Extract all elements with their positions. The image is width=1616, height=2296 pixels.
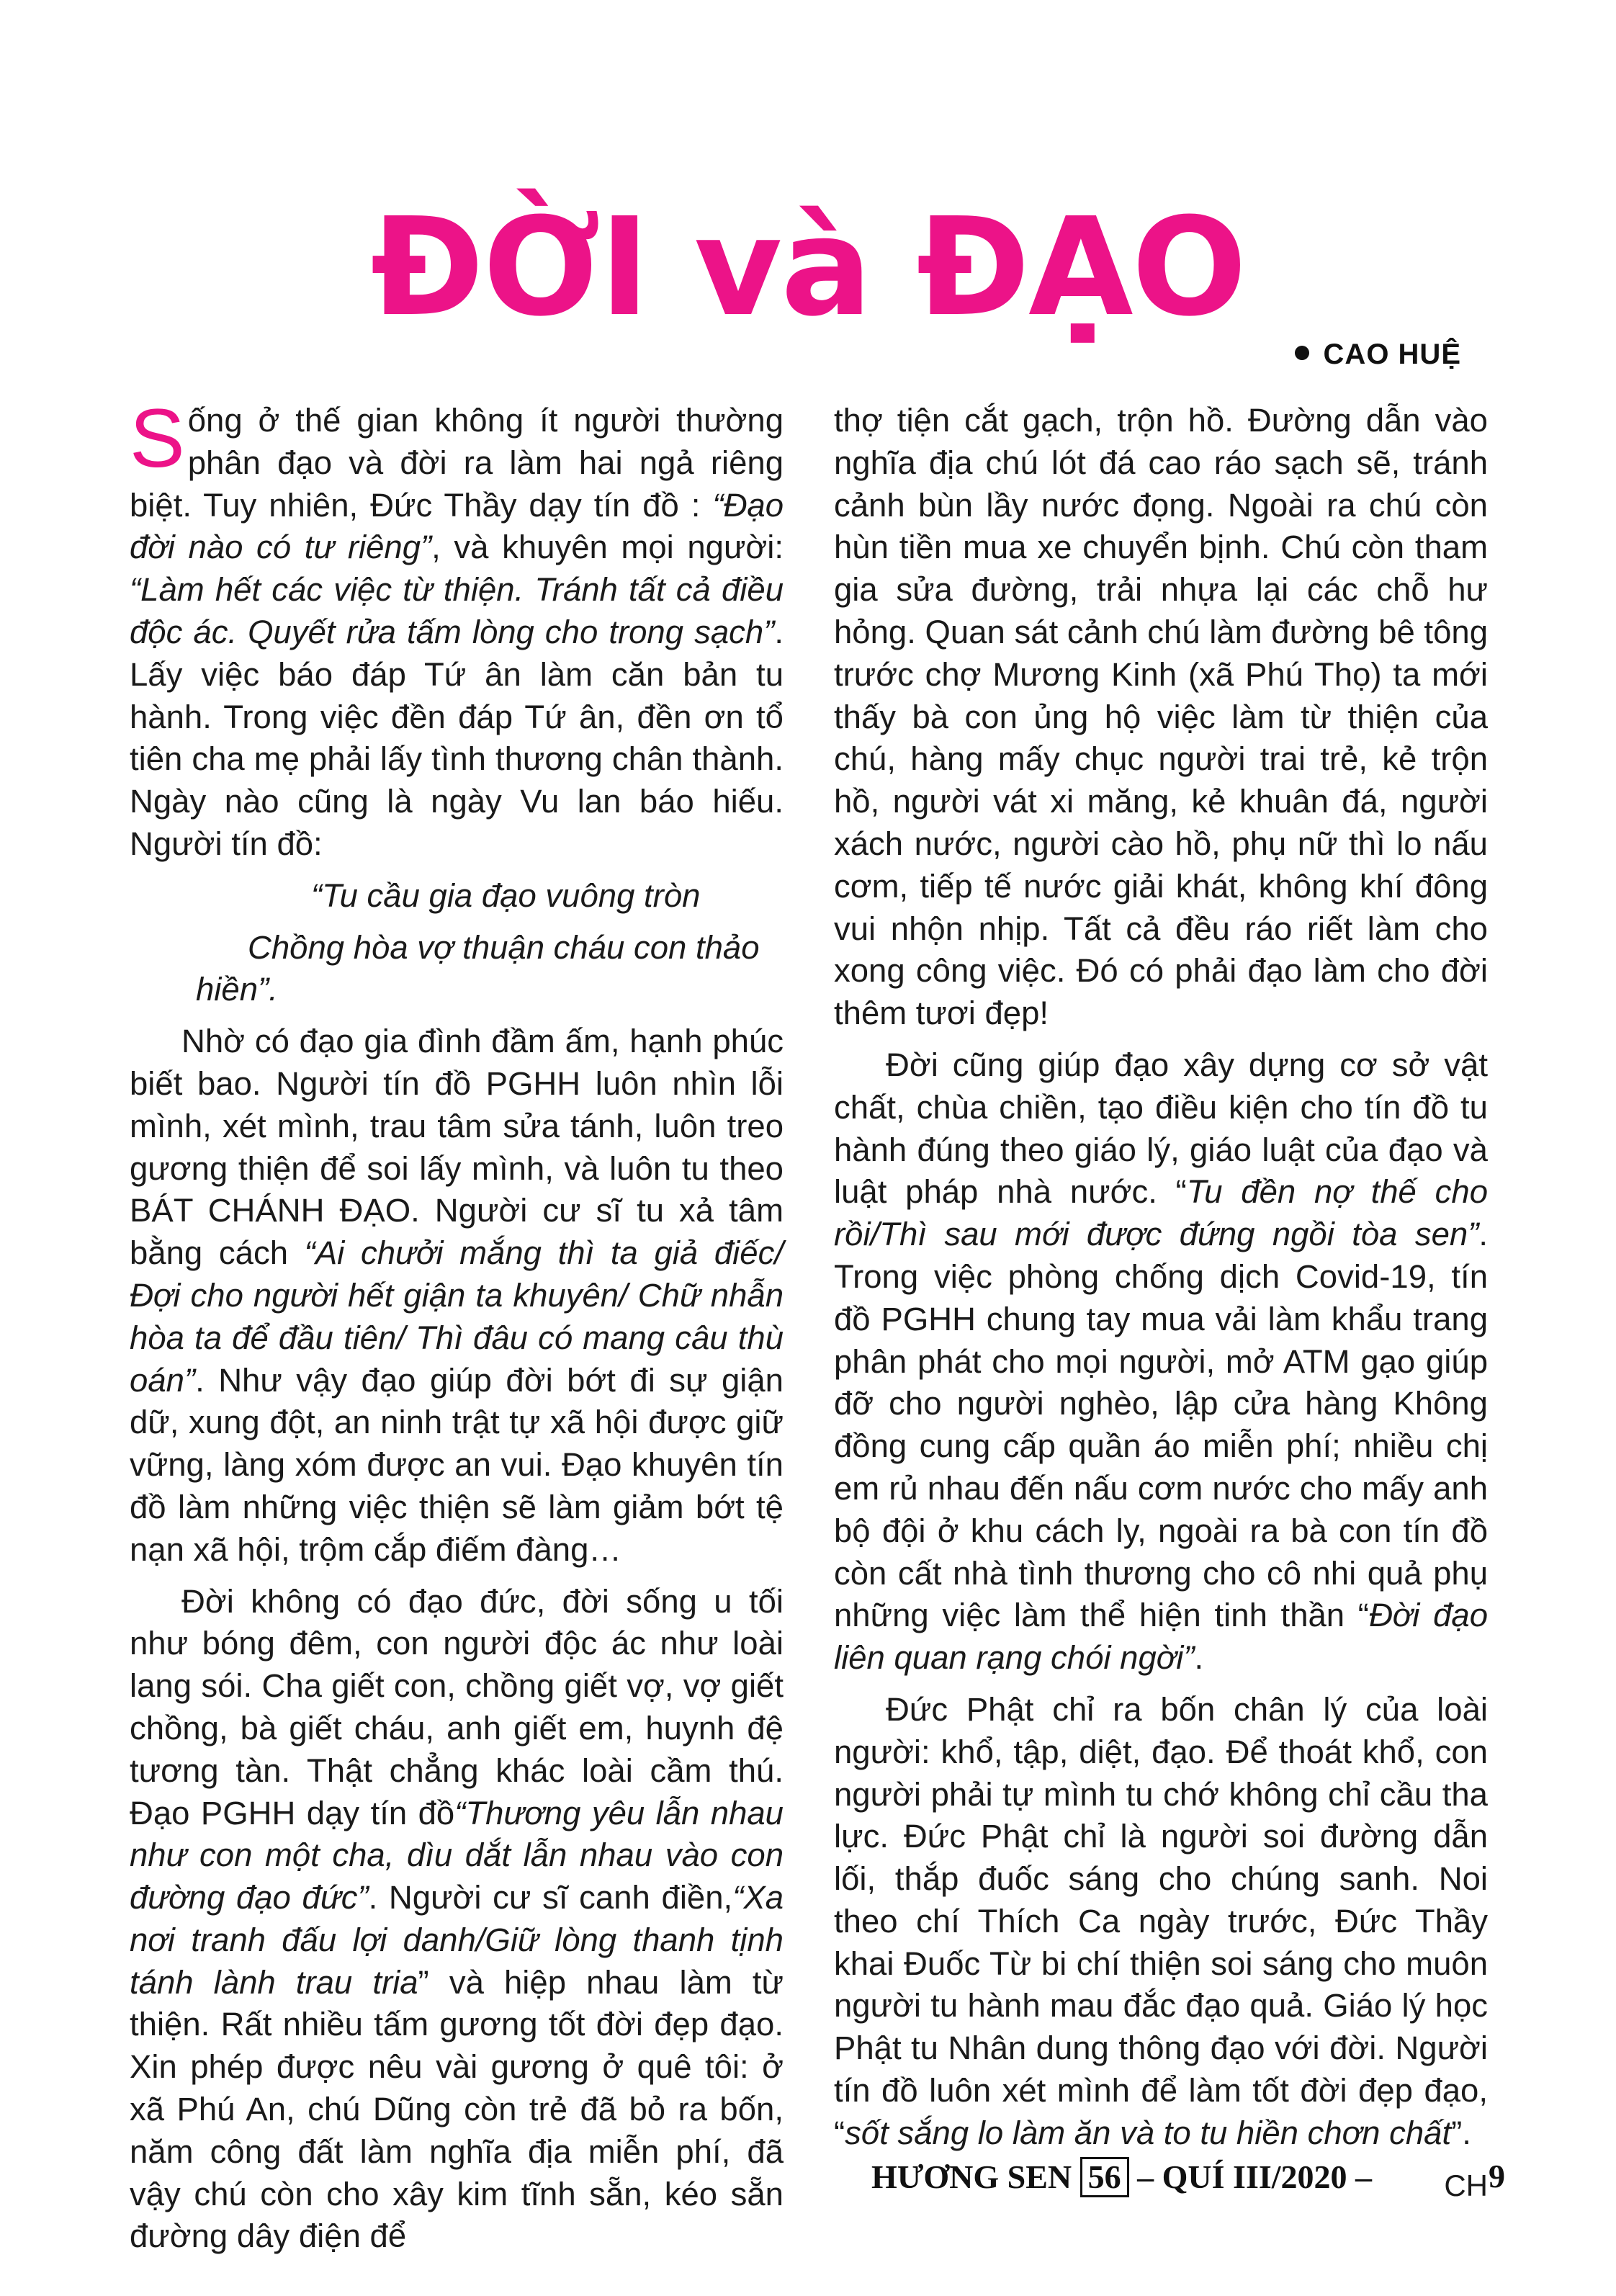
verse-line-2: Chồng hòa vợ thuận cháu con thảo hiền”. bbox=[196, 928, 760, 1008]
drop-cap: S bbox=[130, 393, 185, 485]
issue-quarter: – QUÍ III/2020 – bbox=[1137, 2158, 1373, 2195]
paragraph-2: Nhờ có đạo gia đình đầm ấm, hạnh phúc biết bao. Người tín đồ PGHH luôn nhìn lỗi mình, xét mình, trau tâm sửa tánh, luôn treo gương thiện để soi lấy mình, và luôn tu theo BÁT CHÁNH ĐẠO. Người cư sĩ tu xả tâm bằng cách “Ai chưởi mắng thì ta giả điếc/ Đợi cho người hết giận ta khuyên/ Chữ nhẫn hòa ta để đầu tiên/ Thì đâu có mang câu thù oán”. Như vậy đạo giúp đời bớt đi sự giận dữ, xung đột, an ninh trật tự xã hội được giữ vững, làng xóm được an vui. Đạo khuyên tín đồ làm những việc thiện sẽ làm giảm bớt tệ nạn xã hội, trộm cắp điếm đàng… bbox=[130, 1023, 784, 1568]
issue-number-box: 56 bbox=[1080, 2157, 1129, 2197]
paragraph-3-continued: thợ tiện cắt gạch, trộn hồ. Đường dẫn vào nghĩa địa chú lót đá cao ráo sạch sẽ, tránh cảnh bùn lầy nước đọng. Ngoài ra chú còn hùn tiền mua xe chuyển bịnh. Chú còn tham gia sửa đường, trải nhựa lại các chỗ hư hỏng. Quan sát cảnh chú làm đường bê tông trước chợ Mương Kinh (xã Phú Thọ) ta mới thấy bà con ủng hộ việc làm từ thiện của chú, hàng mấy chục người trai trẻ, kẻ trộn hồ, người vát xi măng, kẻ khuân đá, người xách nước, người cào hồ, phụ nữ thì lo nấu cơm, tiếp tế nước giải khát, không khí đông vui nhộn nhịp. Tất cả đều ráo riết làm cho xong công việc. Đó có phải đạo làm cho đời thêm tươi đẹp! bbox=[834, 402, 1488, 1032]
magazine-name: HƯƠNG SEN bbox=[871, 2158, 1072, 2195]
author-name: CAO HUỆ bbox=[1323, 338, 1461, 370]
author-byline bbox=[1295, 338, 1461, 371]
page-footer bbox=[871, 2157, 1505, 2197]
paragraph-3: Đời không có đạo đức, đời sống u tối như bóng đêm, con người độc ác như loài lang sói. Cha giết con, chồng giết vợ, vợ giết chồng, bà giết cháu, anh giết em, huynh đệ tương tàn. Thật chẳng khác loài cầm thú. Đạo PGHH dạy tín đồ“Thương yêu lẫn nhau như con một cha, dìu dắt lẫn nhau vào con đường đạo đức”. Người cư sĩ canh điền,“Xa nơi tranh đấu lợi danh/Giữ lòng thanh tịnh tánh lành trau tria” và hiệp nhau làm từ thiện. Rất nhiều tấm gương tốt đời đẹp đạo. Xin phép được nêu vài gương ở quê tôi: ở xã Phú An, chú Dũng còn trẻ đã bỏ ra bốn, năm công đất làm nghĩa địa miễn phí, đã vậy chú còn cho xây kim tĩnh sẵn, kéo sẵn đường dây điện để bbox=[130, 1582, 784, 2255]
bullet-icon bbox=[1295, 346, 1309, 360]
paragraph-4: Đời cũng giúp đạo xây dựng cơ sở vật chất, chùa chiền, tạo điều kiện cho tín đồ tu hành đúng theo giáo lý, giáo luật của đạo và luật pháp nhà nước. “Tu đền nợ thế cho rồi/Thì sau mới được đứng ngồi tòa sen”. Trong việc phòng chống dịch Covid-19, tín đồ PGHH chung tay mua vải làm khẩu trang phân phát cho mọi người, mở ATM gạo giúp đỡ cho người nghèo, lập cửa hàng Không đồng cung cấp quần áo miễn phí; nhiều chị em rủ nhau đến nấu cơm nước cho mấy anh bộ đội ở khu cách ly, ngoài ra bà con tín đồ còn cất nhà tình thương cho cô nhi quả phụ những việc làm thể hiện tinh thần “Đời đạo liên quan rạng chói ngời”. bbox=[834, 1046, 1488, 1677]
paragraph-1: Sống ở thế gian không ít người thường phân đạo và đời ra làm hai ngả riêng biệt. Tuy nhiên, Đức Thầy dạy tín đồ : “Đạo đời nào có tư riêng”, và khuyên mọi người: “Làm hết các việc từ thiện. Tránh tất cả điều độc ác. Quyết rửa tấm lòng cho trong sạch”. Lấy việc báo đáp Tứ ân làm căn bản tu hành. Trong việc đền đáp Tứ ân, đền ơn tổ tiên cha mẹ phải lấy tình thương chân thành. Ngày nào cũng là ngày Vu lan báo hiếu. Người tín đồ: bbox=[130, 393, 784, 862]
article-title: ĐỜI và ĐẠO bbox=[370, 189, 1246, 346]
paragraph-5: Đức Phật chỉ ra bốn chân lý của loài người: khổ, tập, diệt, đạo. Để thoát khổ, con người phải tự mình tu chớ không chỉ cầu tha lực. Đức Phật chỉ là người soi đường dẫn lối, thắp đuốc sáng cho chúng sanh. Noi theo chí Thích Ca ngày trước, Đức Thầy khai Đuốc Từ bi chí thiện soi sáng cho muôn người tu hành mau đắc đạo quả. Giáo lý học Phật tu Nhân dung thông đạo với đời. Người tín đồ luôn xét mình để làm tốt đời đẹp đạo, “sốt sắng lo làm ăn và to tu hiền chơn chất”. bbox=[834, 1690, 1488, 2151]
column-right bbox=[834, 400, 1488, 2207]
author-signature: CH bbox=[1444, 2168, 1488, 2202]
verse-line-1: “Tu cầu gia đạo vuông tròn bbox=[311, 876, 701, 914]
page-number: 9 bbox=[1489, 2158, 1505, 2194]
column-left bbox=[130, 393, 784, 2258]
